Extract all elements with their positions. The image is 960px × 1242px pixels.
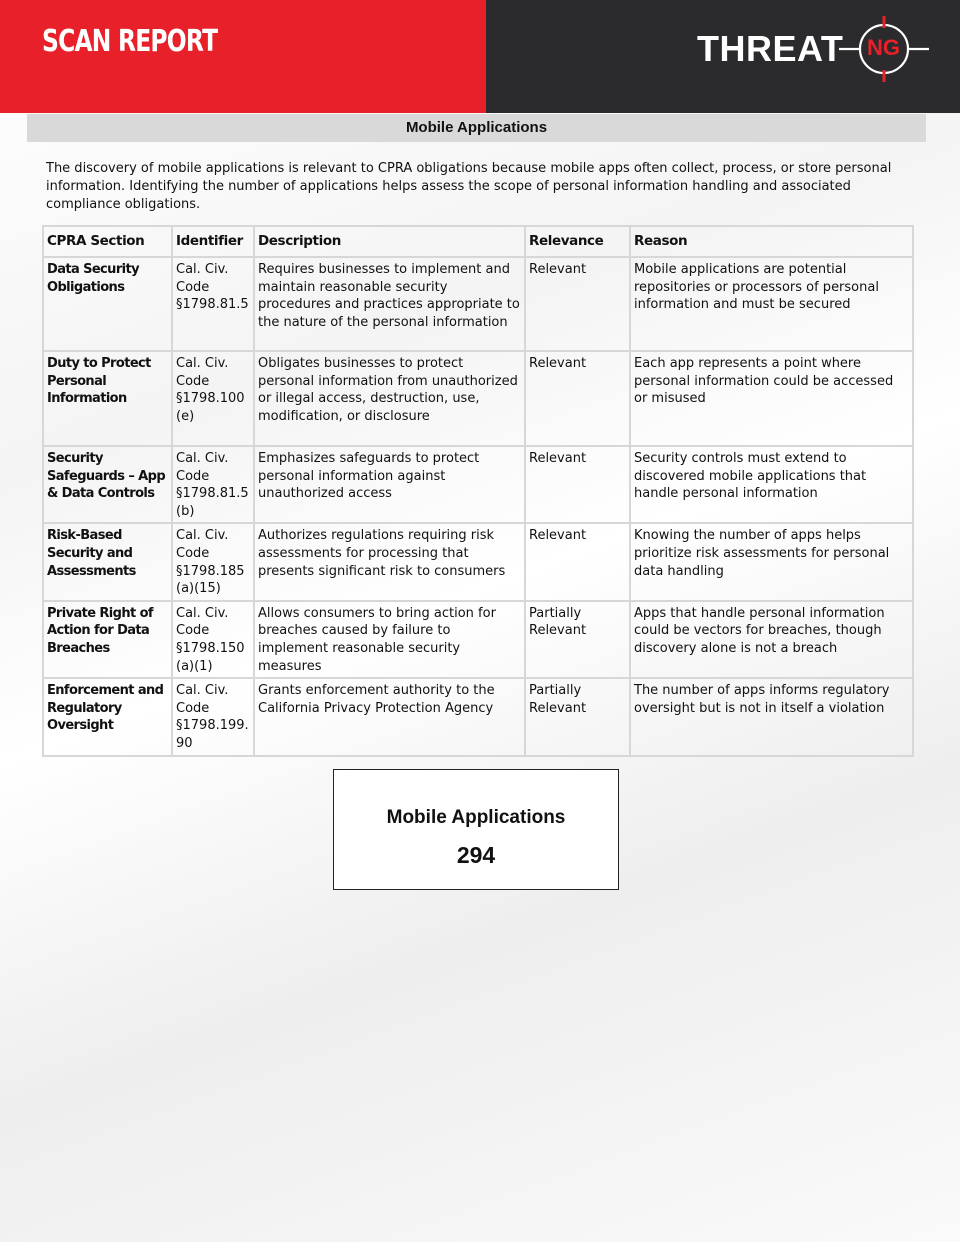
- identifier-cell: Cal. Civ. Code §1798.150 (a)(1): [172, 601, 254, 678]
- column-header: CPRA Section: [43, 226, 172, 257]
- description-cell: Requires businesses to implement and maintain reasonable security procedures and practices appropriate to the nature of the personal information: [254, 257, 525, 351]
- identifier-cell: Cal. Civ. Code §1798.81.5 (b): [172, 446, 254, 523]
- cpra-section-cell: Risk-Based Security and Assessments: [43, 523, 172, 600]
- logo-accent-text: NG: [867, 35, 900, 60]
- table-header-row: [43, 226, 913, 257]
- relevance-cell: Relevant: [525, 523, 630, 600]
- table-row: [43, 446, 913, 523]
- description-cell: Authorizes regulations requiring risk assessments for processing that presents significant risk to consumers: [254, 523, 525, 600]
- logo-text: THREAT: [697, 28, 844, 69]
- section-title: Mobile Applications: [27, 114, 926, 142]
- reason-cell: Apps that handle personal information could be vectors for breaches, though discovery alone is not a breach: [630, 601, 913, 678]
- relevance-cell: Relevant: [525, 446, 630, 523]
- identifier-cell: Cal. Civ. Code §1798.100 (e): [172, 351, 254, 446]
- description-cell: Allows consumers to bring action for breaches caused by failure to implement reasonable security measures: [254, 601, 525, 678]
- reason-cell: Mobile applications are potential repositories or processors of personal information and must be secured: [630, 257, 913, 351]
- cpra-section-cell: Duty to Protect Personal Information: [43, 351, 172, 446]
- column-header: Identifier: [172, 226, 254, 257]
- identifier-cell: Cal. Civ. Code §1798.185 (a)(15): [172, 523, 254, 600]
- cpra-section-cell: Security Safeguards – App & Data Controls: [43, 446, 172, 523]
- reason-cell: Security controls must extend to discovered mobile applications that handle personal information: [630, 446, 913, 523]
- report-header: [0, 0, 960, 113]
- table-row: [43, 257, 913, 351]
- header-red-panel: [0, 0, 486, 113]
- column-header: Reason: [630, 226, 913, 257]
- description-cell: Emphasizes safeguards to protect personal information against unauthorized access: [254, 446, 525, 523]
- column-header: Relevance: [525, 226, 630, 257]
- count-value: 294: [456, 842, 496, 868]
- table-row: [43, 601, 913, 678]
- relevance-cell: Partially Relevant: [525, 678, 630, 755]
- threatng-logo: [697, 18, 932, 82]
- cpra-section-cell: Data Security Obligations: [43, 257, 172, 351]
- identifier-cell: Cal. Civ. Code §1798.199.90: [172, 678, 254, 755]
- reason-cell: Each app represents a point where personal information could be accessed or misused: [630, 351, 913, 446]
- mobile-app-count-box: [333, 769, 619, 890]
- table-row: [43, 523, 913, 600]
- column-header: Description: [254, 226, 525, 257]
- count-label: Mobile Applications: [386, 807, 566, 828]
- reason-cell: The number of apps informs regulatory oversight but is not in itself a violation: [630, 678, 913, 755]
- section-intro: The discovery of mobile applications is relevant to CPRA obligations because mobile apps often collect, process, or store personal information. Identifying the number of applications helps assess the scope of personal information handling and associated compliance obligations.: [46, 161, 892, 212]
- identifier-cell: Cal. Civ. Code §1798.81.5: [172, 257, 254, 351]
- description-cell: Obligates businesses to protect personal information from unauthorized or illegal access, destruction, use, modification, or disclosure: [254, 351, 525, 446]
- cpra-section-cell: Private Right of Action for Data Breaches: [43, 601, 172, 678]
- relevance-cell: Partially Relevant: [525, 601, 630, 678]
- table-row: [43, 678, 913, 755]
- reason-cell: Knowing the number of apps helps prioritize risk assessments for personal data handling: [630, 523, 913, 600]
- report-title: SCAN REPORT: [42, 24, 218, 59]
- description-cell: Grants enforcement authority to the California Privacy Protection Agency: [254, 678, 525, 755]
- relevance-cell: Relevant: [525, 351, 630, 446]
- relevance-cell: Relevant: [525, 257, 630, 351]
- cpra-table: [42, 225, 914, 757]
- table-row: [43, 351, 913, 446]
- cpra-section-cell: Enforcement and Regulatory Oversight: [43, 678, 172, 755]
